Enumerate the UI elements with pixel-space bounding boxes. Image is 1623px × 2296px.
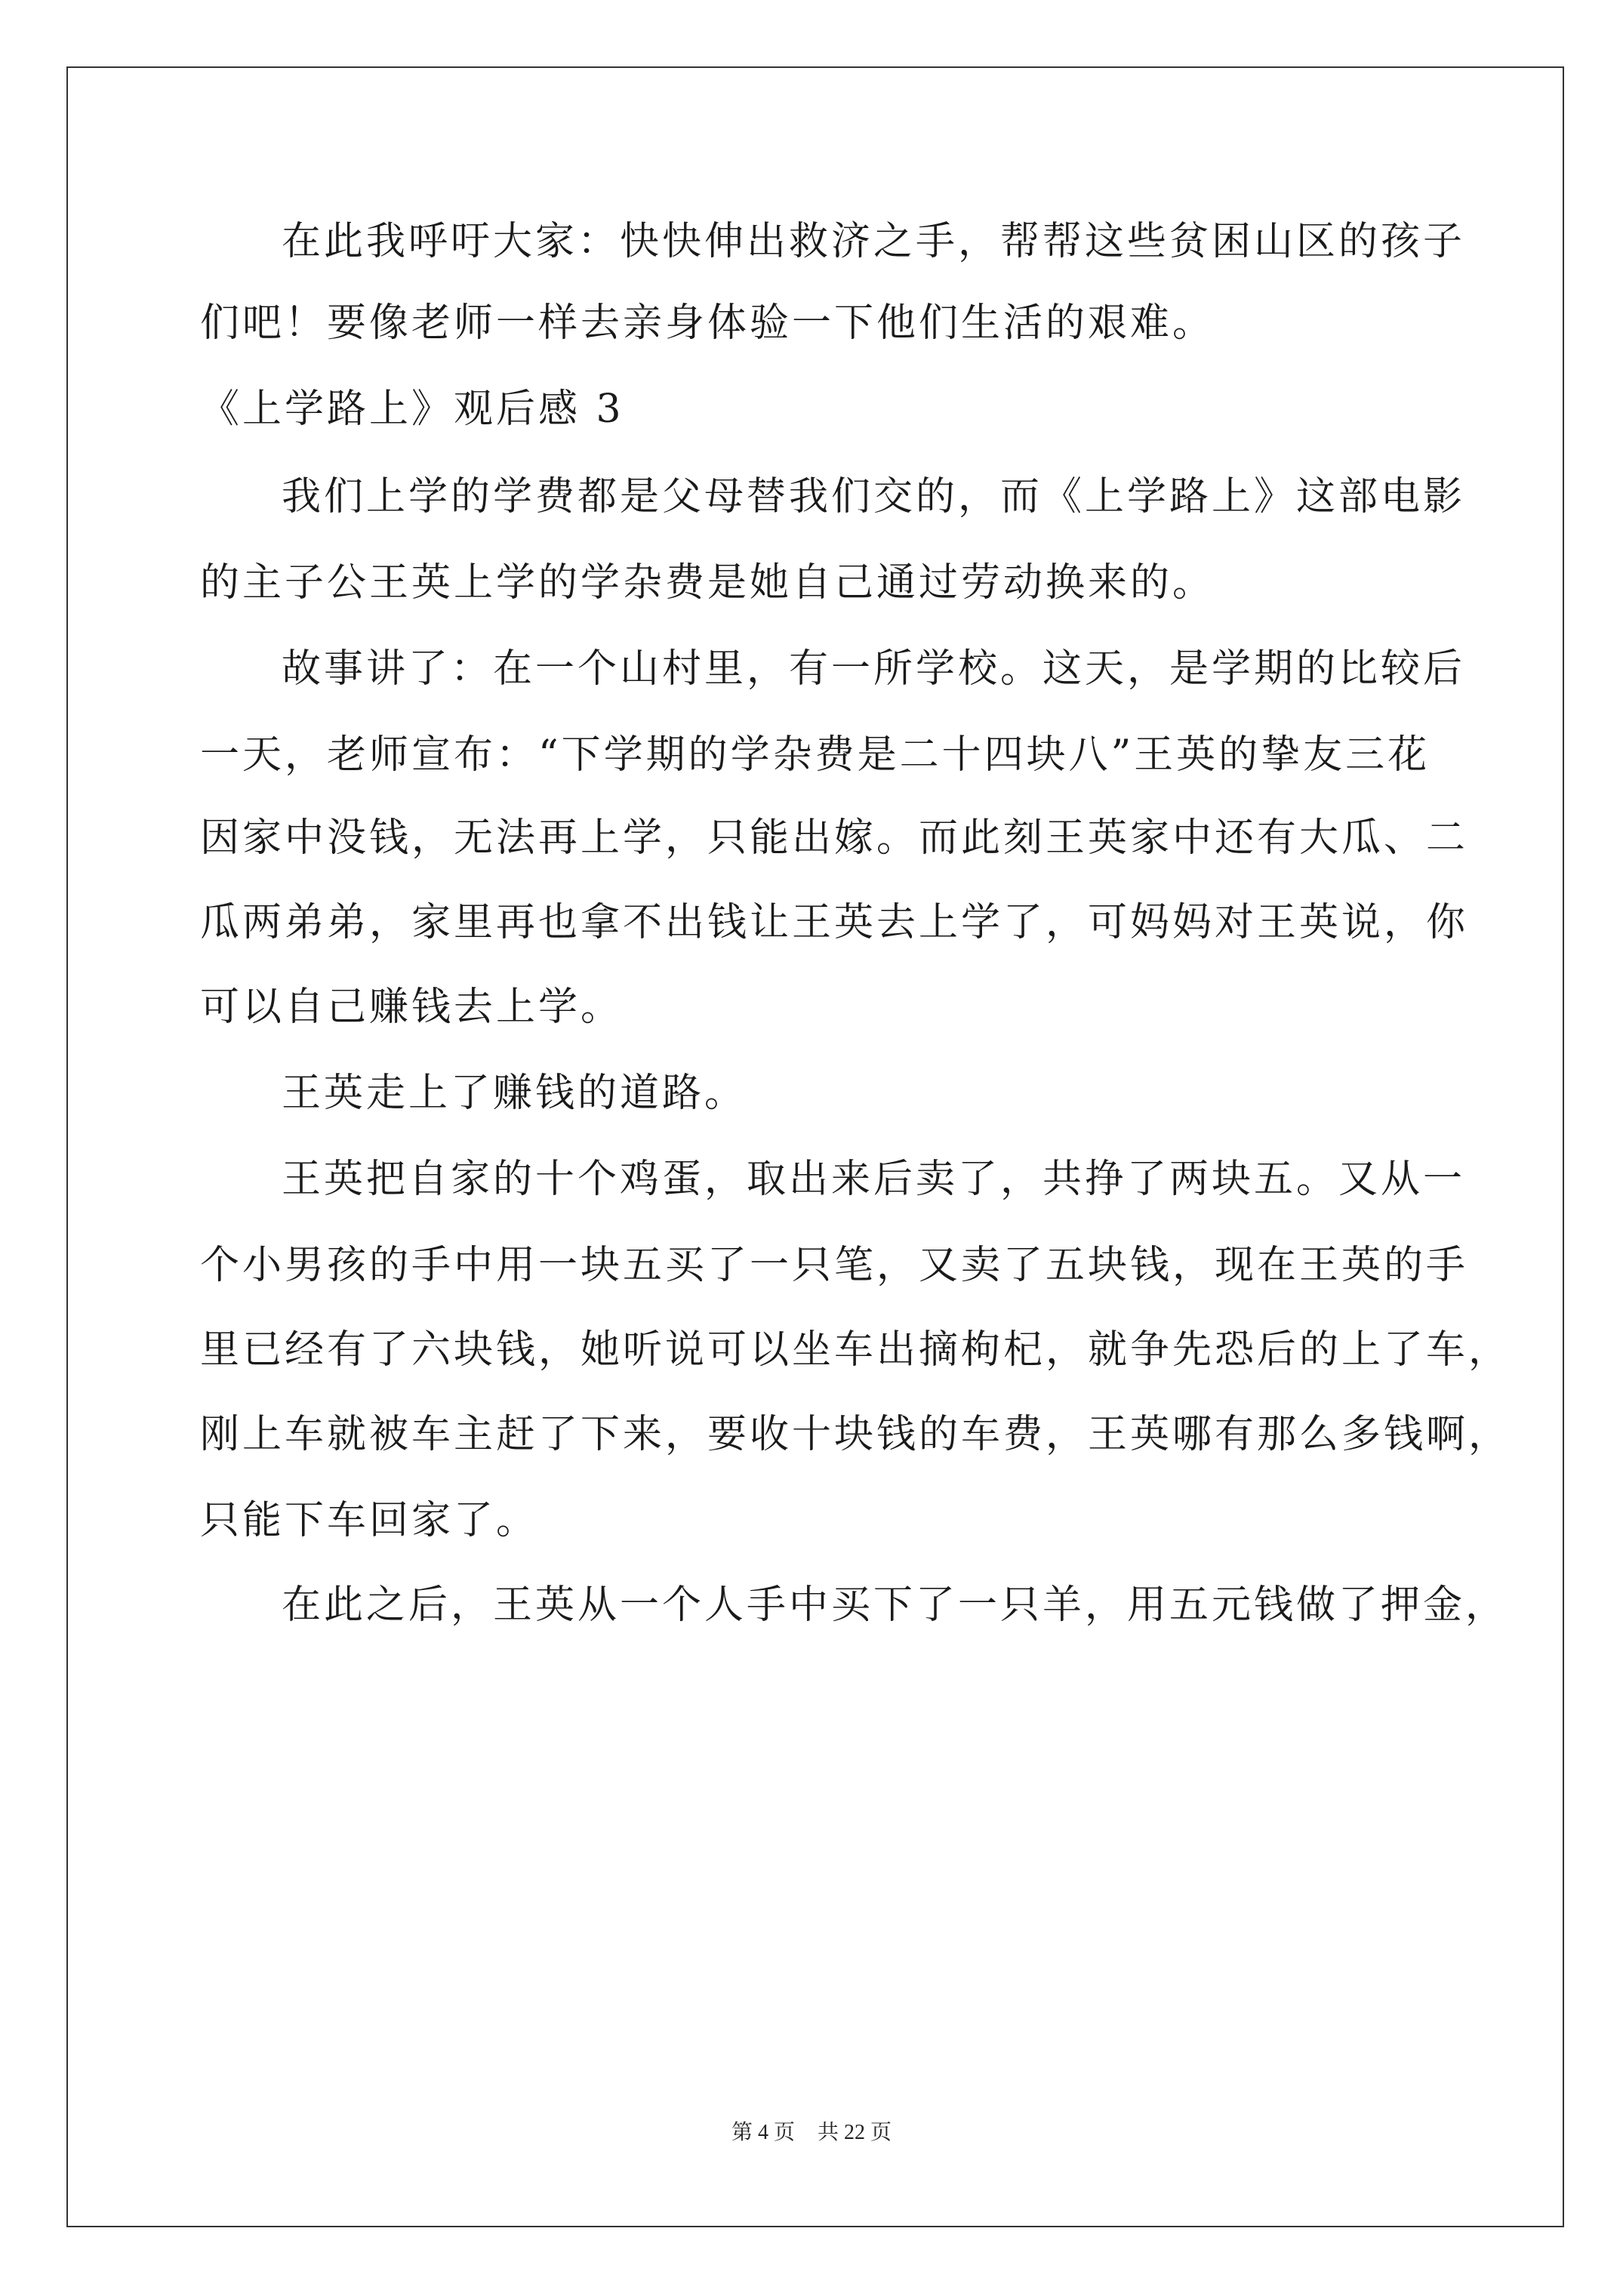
paragraph-line: 个小男孩的手中用一块五买了一只笔，又卖了五块钱，现在王英的手 [200, 1243, 1469, 1288]
paragraph-line: 因家中没钱，无法再上学，只能出嫁。而此刻王英家中还有大瓜、二 [200, 815, 1469, 861]
page-footer [0, 2120, 1623, 2146]
paragraph-line: 我们上学的学费都是父母替我们交的，而《上学路上》这部电影 [282, 474, 1466, 519]
paragraph-line: 在此我呼吁大家：快快伸出救济之手，帮帮这些贫困山区的孩子 [282, 219, 1466, 264]
paragraph-line: 的主子公王英上学的学杂费是她自己通过劳动换来的。 [200, 560, 1215, 606]
paragraph-line: 瓜两弟弟，家里再也拿不出钱让王英去上学了，可妈妈对王英说，你 [200, 900, 1469, 945]
paragraph-line: 只能下车回家了。 [200, 1498, 539, 1543]
page-total: 共 22 页 [818, 2121, 892, 2144]
paragraph-line: 可以自己赚钱去上学。 [200, 985, 624, 1030]
section-heading: 《上学路上》观后感 3 [200, 387, 624, 432]
paragraph-line: 王英走上了赚钱的道路。 [282, 1071, 747, 1116]
paragraph-line: 刚上车就被车主赶了下来，要收十块钱的车费，王英哪有那么多钱啊， [200, 1412, 1511, 1457]
page-number: 第 4 页 [731, 2121, 795, 2144]
paragraph-line: 们吧！要像老师一样去亲身体验一下他们生活的艰难。 [200, 300, 1215, 346]
paragraph-line: 里已经有了六块钱，她听说可以坐车出摘枸杞，就争先恐后的上了车， [200, 1327, 1511, 1373]
paragraph-line: 在此之后，王英从一个人手中买下了一只羊，用五元钱做了押金， [282, 1583, 1508, 1628]
paragraph-line: 一天，老师宣布：“下学期的学杂费是二十四块八”王英的挚友三花 [200, 732, 1431, 778]
paragraph-line: 王英把自家的十个鸡蛋，取出来后卖了，共挣了两块五。又从一 [282, 1157, 1466, 1202]
paragraph-line: 故事讲了：在一个山村里，有一所学校。这天，是学期的比较后 [282, 646, 1466, 692]
